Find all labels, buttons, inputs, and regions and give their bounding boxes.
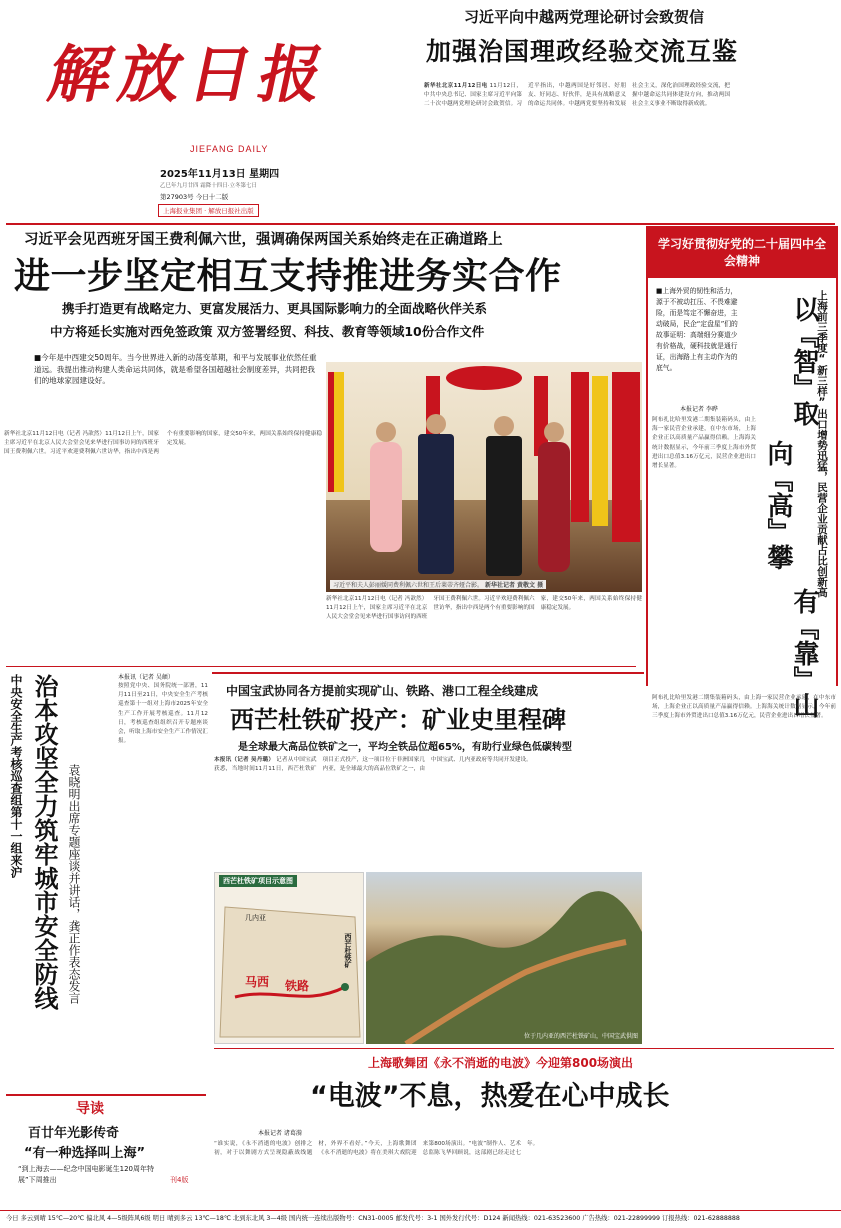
mine-headline[interactable]: 西芒杜铁矿投产：矿业史里程碑: [230, 706, 566, 734]
culture-body: “谁实说，《永不消逝的电波》创排之初，对于以舞剧方式呈现隐蔽战线题材，外界不看好。”今天，上海歌舞团《永不消逝的电波》将在美琪大戏院迎来第800场演出。“电波”制作人、艺术总监陈飞华回顾说，这部剧已经走过七年。: [214, 1141, 539, 1157]
masthead: [0, 0, 420, 222]
lead-photo-caption: 习近平和夫人彭丽媛同费利佩六世和王后莱蒂齐娅合影。 新华社记者 黄敬文 摄: [330, 580, 546, 589]
culture-byline: 本报记者 诸葛漪: [258, 1130, 302, 1137]
lead-summary: ■今年是中西建交50周年。当今世界进入新的动荡变革期，和平与发展事业依然任重道远。我提出推动构建人类命运共同体，就是希望各国超越社会制度差异，共同把我们的地球家园建设好。: [34, 353, 317, 386]
feature-headline-2[interactable]: 向『高』攀: [763, 440, 793, 570]
issue-number: 第27903号 今日十二版: [160, 193, 229, 201]
masthead-english: JIEFANG DAILY: [190, 144, 269, 154]
lead-body-right: 新华社北京11月12日电（记者 冯歆然）11月12日上午，国家主席习近平在北京人民大会堂会见来华进行国事访问的西班牙国王费利佩六世。习近平欢迎费利佩六世访华，指出中西是两个有重要影响的国家，建交50年来，两国关系始终保持健康稳定发展。: [326, 596, 642, 621]
top-story-body: 新华社北京11月12日电 11月12日，中共中央总书记、国家主席习近平向第二十次中越两党理论研讨会致贺信。习近平指出，中越两国是好邻居、好朋友、好同志、好伙伴，是具有战略意义的命运共同体。中越两党要坚持和发展社会主义，深化治国理政经验交流，把握中越命运共同体建设方向，推动两国社会主义事业不断取得新成就。: [424, 83, 730, 108]
lunar-date: 乙巳年九月廿四 霜降十四日·立冬第七日: [160, 183, 257, 189]
left-col-byline: 本报讯（记者 吴頔）: [118, 674, 174, 681]
lead-subhead-1: 携手打造更有战略定力、更富发展活力、更具国际影响力的全面战略伙伴关系: [62, 301, 488, 316]
mine-map-label-simandou: 西芒杜铁矿: [344, 933, 352, 968]
left-col-kicker: 中央安全生产考核巡查组第十一组来沪: [9, 674, 23, 878]
feature-headline-3[interactable]: 有『靠』山: [789, 588, 819, 718]
left-col-subhead: 袁晓明出席专题座谈并讲话，龚正作表态发言: [67, 764, 81, 1004]
culture-divider: [214, 1048, 834, 1049]
mine-photo-illustration: [366, 872, 642, 1044]
mine-map-title: 西芒杜铁矿项目示意图: [219, 875, 297, 887]
guide-page-ref[interactable]: 刊4版: [170, 1176, 189, 1184]
mine-frame: [212, 672, 644, 674]
masthead-logo: 解放日报: [42, 38, 338, 111]
mine-map-label-city: 马西: [245, 975, 270, 989]
guide-box: [6, 1094, 206, 1206]
mine-photo-caption: 位于几内亚的西芒杜铁矿山，中国宝武供图: [523, 1033, 638, 1040]
guide-item-2[interactable]: “有一种选择叫上海”: [24, 1146, 146, 1161]
top-story-headline[interactable]: 加强治国理政经验交流互鉴: [426, 37, 739, 66]
mine-body: 本报讯（记者 吴丹璐） 记者从中国宝武获悉，当地时间11月11日，西芒杜铁矿项目正式投产，这一项目位于非洲国家几内亚，是全球最大的高品位铁矿之一，由中国宝武、几内亚政府等共同开发建设。: [214, 757, 532, 773]
feature-subhead: 上海前三季度“新三样”出口增势迅猛，民营企业贡献占比创新高: [816, 290, 828, 598]
masthead-divider: [6, 223, 835, 225]
top-story: [424, 6, 836, 211]
mine-map-label-rail: 铁路: [285, 979, 310, 993]
guide-item-3[interactable]: “到上海去——纪念中国电影诞生120周年特展”下周推出: [18, 1165, 154, 1184]
feature-headline-1[interactable]: 以『智』取: [789, 296, 819, 426]
top-story-kicker[interactable]: 习近平向中越两党理论研讨会致贺信: [464, 8, 705, 26]
mine-photo: [366, 872, 642, 1044]
guide-title: 导读: [76, 1101, 104, 1117]
lead-headline[interactable]: 进一步坚定相互支持推进务实合作: [14, 256, 562, 297]
footer-divider: [0, 1210, 841, 1211]
mine-subhead: 是全球最大高品位铁矿之一，平均全铁品位超65%，有助行业绿色低碳转型: [238, 742, 572, 753]
lead-subhead-2: 中方将延长实施对西免签政策 双方签署经贸、科技、教育等领域10份合作文件: [50, 324, 485, 339]
culture-kicker[interactable]: 上海歌舞团《永不消逝的电波》今迎第800场演出: [368, 1056, 634, 1070]
mine-kicker[interactable]: 中国宝武协同各方提前实现矿山、铁路、港口工程全线建成: [226, 684, 539, 698]
issue-date: 2025年11月13日 星期四: [160, 169, 280, 180]
left-col-headline[interactable]: 治本攻坚全力筑牢城市安全防线: [30, 674, 58, 1010]
feature-body-lower: 阿布扎比哈里发港二期集装箱码头，由上海一家民营企业承建，在中东市场，上海企业正以高质量产品赢得信赖。上海海关统计数据显示，今年前三季度上海市外贸进出口总值3.16万亿元，民营企业进出口增长显著。: [652, 695, 836, 720]
culture-headline[interactable]: “电波”不息，热爱在心中成长: [310, 1081, 670, 1112]
left-col-body: 按照党中央、国务院统一部署，11月11日至21日，中央安全生产考核巡查第十一组对上海市2025年安全生产工作开展考核巡查。11月12日，考核巡查组组织召开专题座谈会，听取上海市安全生产工作情况汇报。: [118, 683, 208, 745]
publisher-tag: 上海报业集团 · 解放日报社出版: [158, 204, 259, 217]
lead-kicker[interactable]: 习近平会见西班牙国王费利佩六世，强调确保两国关系始终走在正确道路上: [24, 232, 503, 248]
footer-info: 今日 多云到晴 15℃—20℃ 偏北风 4—5级阵风6级 明日 晴到多云 13℃—18℃ 北到东北风 3—4级 国内统一连续出版物号：CN31-0005 邮发代号：3-1 国外发行代号：D124 新闻热线：021-63523600 广告热线：021-22899999 订报热线：021-62888888: [6, 1215, 740, 1222]
lead-photo: [326, 362, 642, 592]
mine-map-label-guinea: 几内亚: [245, 914, 266, 922]
lead-body: 新华社北京11月12日电（记者 冯歆然）11月12日上午，国家主席习近平在北京人民大会堂会见来华进行国事访问的西班牙国王费利佩六世。习近平欢迎费利佩六世访华，指出中西是两个有重要影响的国家，建交50年来，两国关系始终保持健康稳定发展。: [4, 431, 322, 456]
feature-banner: 学习好贯彻好党的二十届四中全会精神: [648, 228, 836, 278]
guide-item-1[interactable]: 百廿年光影传奇: [28, 1126, 120, 1141]
left-col-divider: [6, 666, 636, 667]
feature-byline: 本报记者 李晔: [680, 406, 718, 413]
feature-body: 阿布扎比哈里发港二期集装箱码头，由上海一家民营企业承建，在中东市场，上海企业正以高质量产品赢得信赖。上海海关统计数据显示，今年前三季度上海市外贸进出口总值3.16万亿元，民营企业进出口增长显著。: [652, 417, 756, 470]
lead-photo-illustration: [326, 362, 642, 592]
mine-map: [214, 872, 364, 1044]
feature-summary: ■上海外贸的韧性和活力，源于不被动扛压、不畏难避险，而是笃定不懈奋进，主动破局，民企“定盘星”们的故事证明：高端细分赛道少有价格战，硬科技就是通行证，出海路上有主动作为的底气。: [656, 287, 738, 372]
